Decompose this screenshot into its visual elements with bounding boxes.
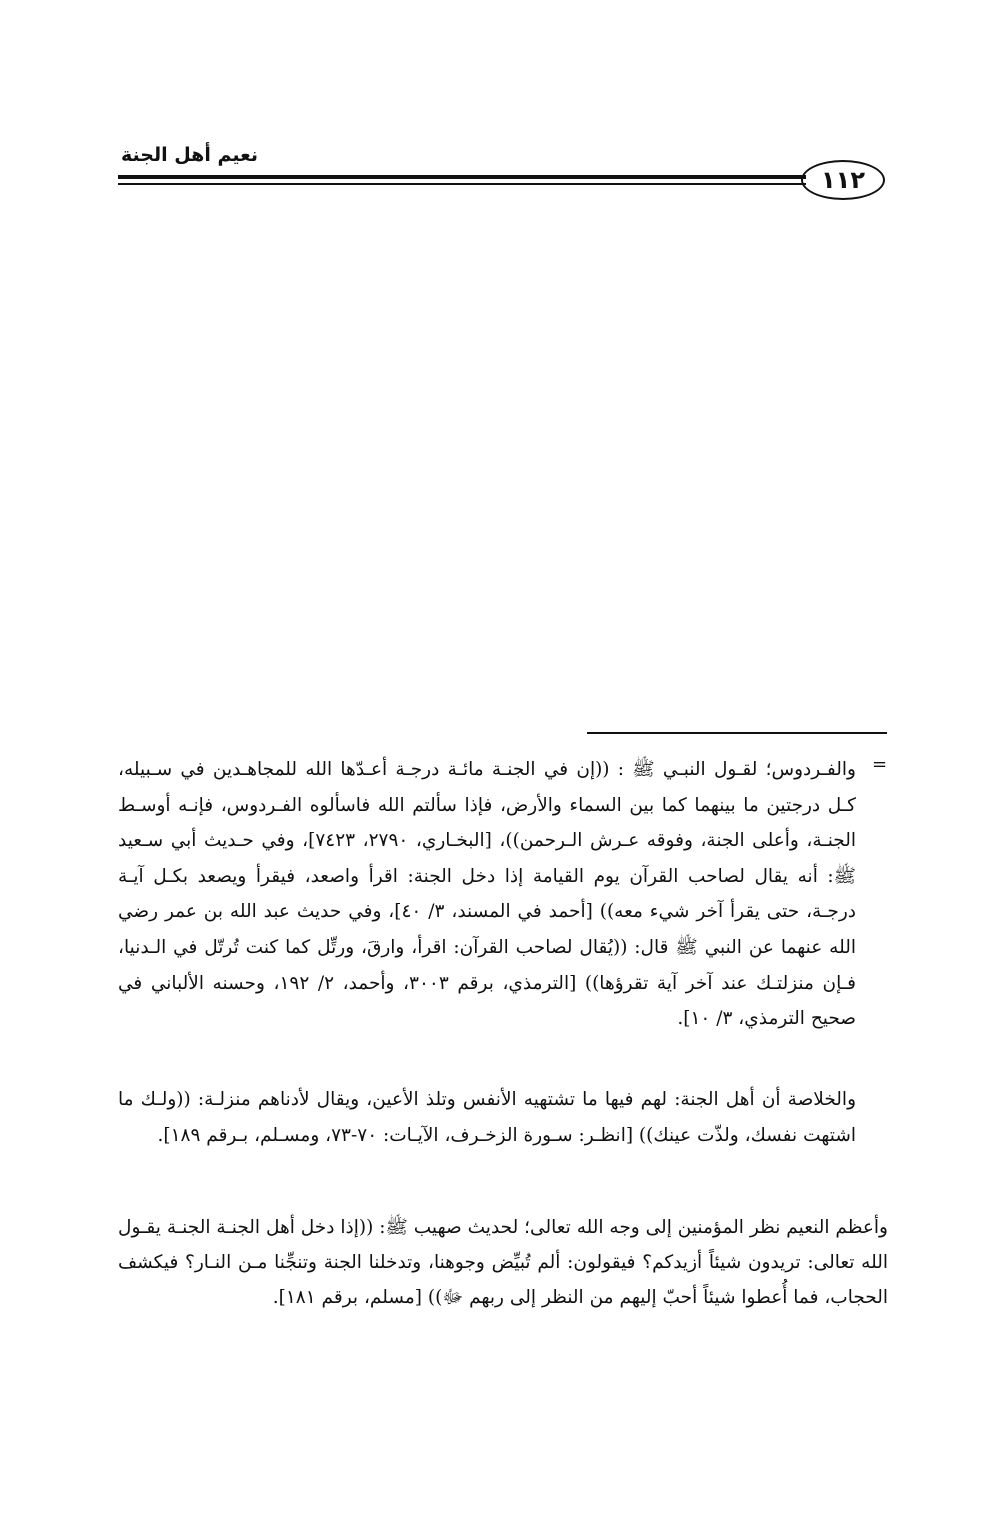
header-rule-thin: [118, 183, 806, 185]
running-title: نعيم أهل الجنة: [120, 144, 258, 166]
footnote-paragraph: وأعظم النعيم نظر المؤمنين إلى وجه الله تعالى؛ لحديث صهيب ﷺ: ((إذا دخل أهل الجنـة الجنـة يقـول الله تعالى: تريدون شيئاً أزيدكم؟ فيقولون: ألم تُبيِّض وجوهنا، وتدخلنا الجنة وتنجِّنا مـن النـار؟ فيكشف الحجاب، فما أُعطوا شيئاً أحبّ إليهم من النظر إلى ربهم ﷻ)) [مسلم، برقم ١٨١].: [118, 1217, 888, 1308]
footnote-continuation-mark: =: [872, 754, 888, 775]
page-number: ١١٢: [801, 160, 885, 200]
header-rule-thick: [118, 175, 806, 179]
footnote-separator: [587, 732, 887, 734]
footnote-paragraph: والخلاصة أن أهل الجنة: لهم فيها ما تشتهيه الأنفس وتلذ الأعين، ويقال لأدناهم منزلـة: ((ولـك ما اشتهت نفسك، ولذّت عينك)) [انظـر: سـورة الزخـرف، الآيـات: ٧٠-٧٣، ومسـلم، بـرقم ١٨٩].: [118, 1089, 856, 1146]
footnote-paragraph: والفـردوس؛ لقـول النبـي ﷺ : ((إن في الجنـة مائـة درجـة أعـدّها الله للمجاهـدين في سـبيله، كـل درجتين ما بينهما كما بين السماء والأرض، فإذا سألتم الله فاسألوه الفـردوس، فإنـه أوسـط الجنـة، وأعلى الجنة، وفوقه عـرش الـرحمن))، [البخـاري، ٢٧٩٠، ٧٤٢٣]، وفي حـديث أبي سـعيد ﷺ: أنه يقال لصاحب القرآن يوم القيامة إذا دخل الجنة: اقرأ واصعد، فيقرأ ويصعد بكـل آيـة درجـة، حتى يقرأ آخر شيء معه)) [أحمد في المسند، ٣/ ٤٠]، وفي حديث عبد الله بن عمر رضي الله عنهما عن النبي ﷺ قال: ((يُقال لصاحب القرآن: اقرأ، وارقَ، ورتِّل كما كنت تُرتّل في الـدنيا، فـإن منزلتـك عند آخر آية تقرؤها)) [الترمذي، برقم ٣٠٠٣، وأحمد، ٢/ ١٩٢، وحسنه الألباني في صحيح الترمذي، ٣/ ١٠].: [118, 759, 857, 1030]
page-header: [0, 0, 1003, 215]
